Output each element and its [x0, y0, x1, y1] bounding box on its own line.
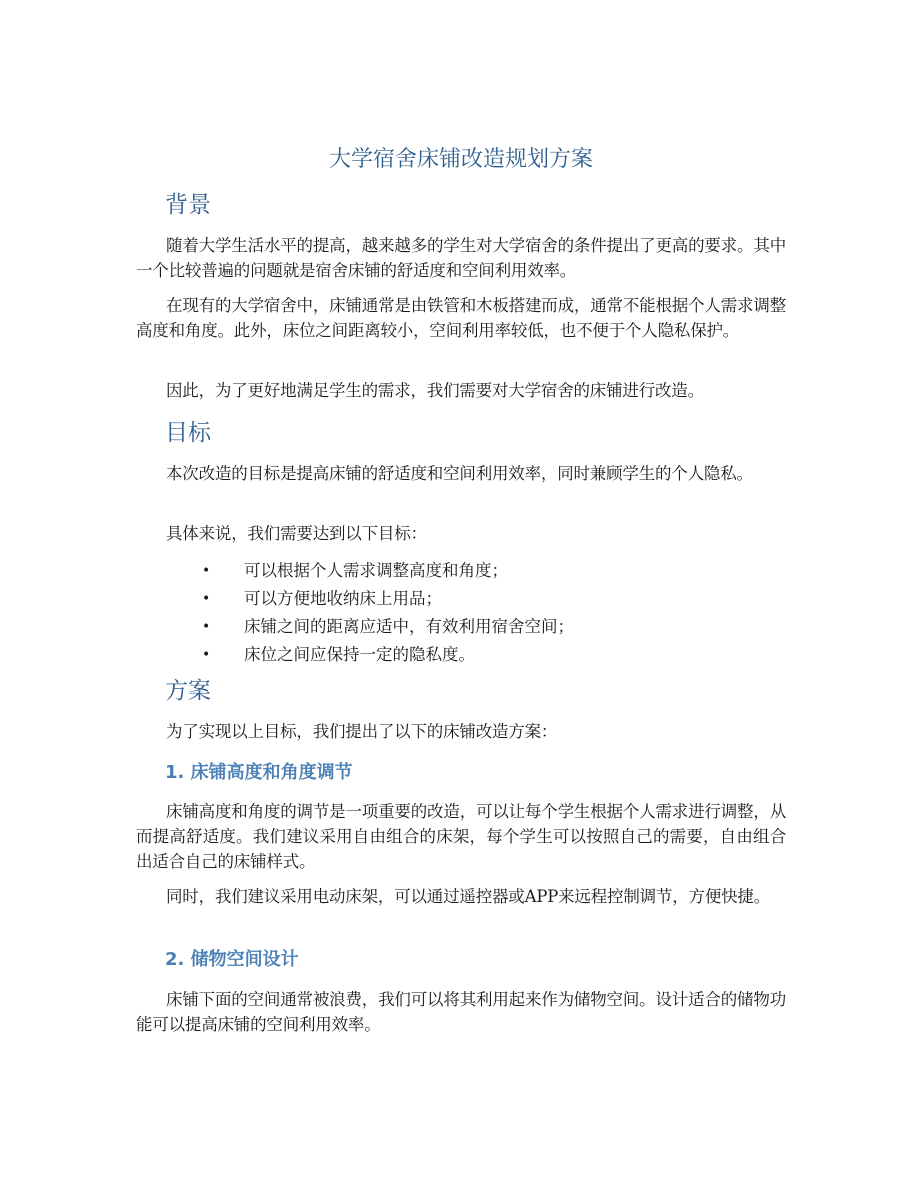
heading-plan: 方案 — [165, 678, 211, 704]
background-paragraph-2: 在现有的大学宿舍中，床铺通常是由铁管和木板搭建而成，通常不能根据个人需求调整高度和角度。此外，床位之间距离较小，空间利用率较低，也不便于个人隐私保护。 — [136, 296, 786, 340]
list-item-text: 床铺之间的距离应适中，有效利用宿舍空间； — [244, 617, 574, 636]
list-item-text: 可以根据个人需求调整高度和角度； — [244, 561, 508, 580]
heading-goals: 目标 — [165, 420, 211, 446]
bed-adjustment-paragraph-1: 床铺高度和角度的调节是一项重要的改造，可以让每个学生根据个人需求进行调整，从而提高舒适度。我们建议采用自由组合的床架，每个学生可以按照自己的需要，自由组合出适合自己的床铺样式。 — [136, 802, 786, 871]
background-paragraph-3: 因此，为了更好地满足学生的需求，我们需要对大学宿舍的床铺进行改造。 — [166, 381, 704, 400]
background-paragraph-1: 随着大学生活水平的提高，越来越多的学生对大学宿舍的条件提出了更高的要求。其中一个比较普遍的问题就是宿舍床铺的舒适度和空间利用效率。 — [136, 236, 786, 280]
bullet-icon: • — [202, 647, 211, 663]
bed-adjustment-paragraph-2: 同时，我们建议采用电动床架，可以通过遥控器或APP来远程控制调节，方便快捷。 — [166, 887, 771, 906]
subheading-bed-adjustment: 1. 床铺高度和角度调节 — [165, 762, 353, 783]
heading-background: 背景 — [165, 192, 211, 218]
storage-design-paragraph-1: 床铺下面的空间通常被浪费，我们可以将其利用起来作为储物空间。设计适合的储物功能可以提高床铺的空间利用效率。 — [136, 990, 786, 1034]
bullet-icon: • — [202, 619, 211, 635]
list-item-text: 可以方便地收纳床上用品； — [244, 589, 442, 608]
subheading-storage-design: 2. 储物空间设计 — [165, 949, 299, 970]
document-title: 大学宿舍床铺改造规划方案 — [328, 147, 593, 172]
list-item-text: 床位之间应保持一定的隐私度。 — [244, 645, 475, 664]
goals-paragraph-1: 本次改造的目标是提高床铺的舒适度和空间利用效率，同时兼顾学生的个人隐私。 — [166, 464, 753, 483]
plan-intro: 为了实现以上目标，我们提出了以下的床铺改造方案： — [166, 722, 558, 741]
bullet-icon: • — [202, 563, 211, 579]
bullet-icon: • — [202, 591, 211, 607]
goals-paragraph-2: 具体来说，我们需要达到以下目标： — [166, 524, 427, 543]
